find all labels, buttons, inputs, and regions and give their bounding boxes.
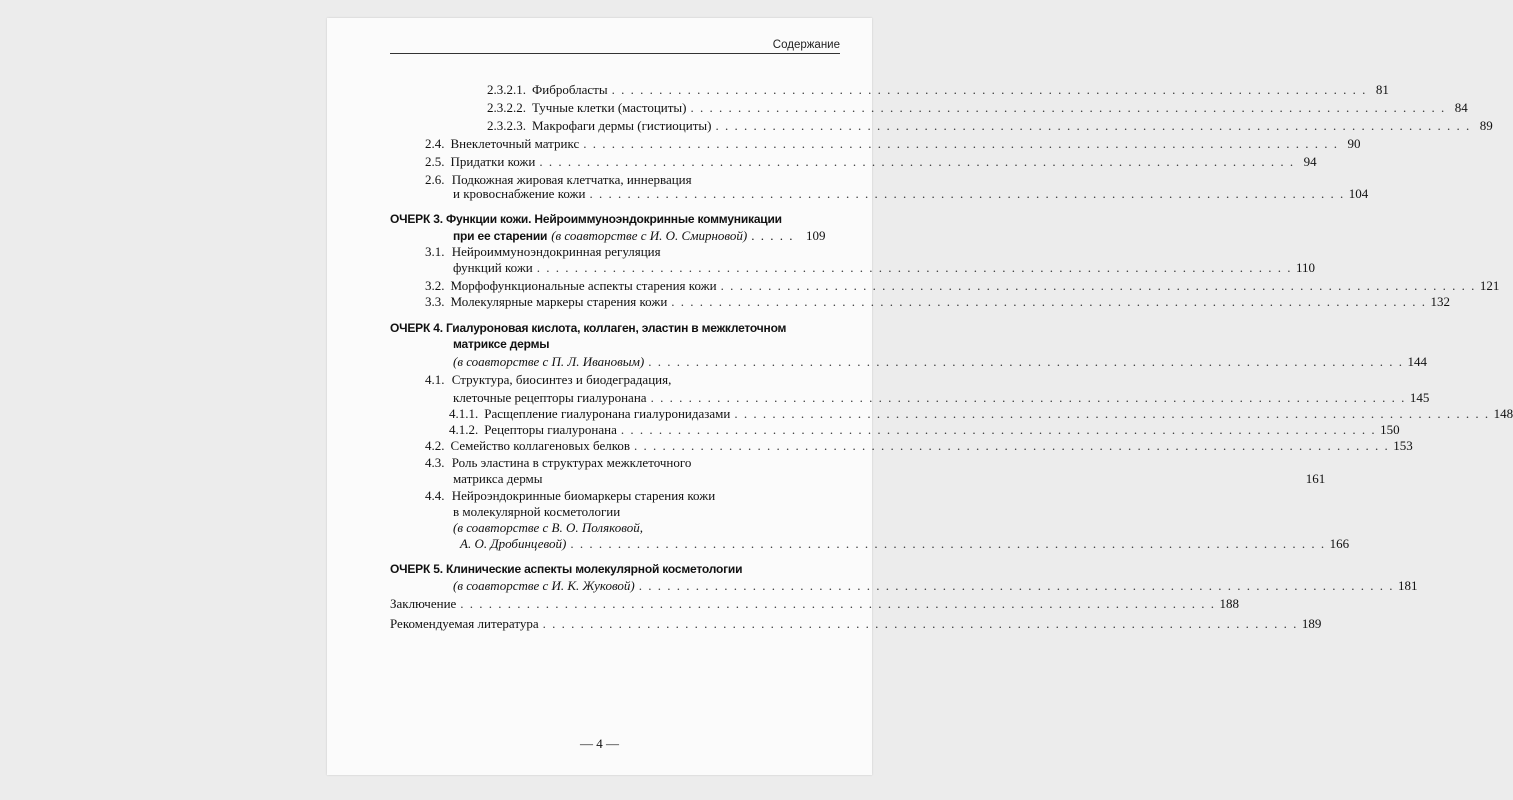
entry-title: Семейство коллагеновых белков [450,438,631,453]
entry-number: 4.1.2. [449,422,479,437]
entry-number: 2.3.2.3. [487,118,526,133]
essay-5-heading[interactable]: ОЧЕРК 5. Клинические аспекты молекулярной косметологии [390,562,743,576]
entry-title: Молекулярные маркеры старения кожи [450,294,668,309]
entry-title: Расщепление гиалуронана гиалуронидазами [484,406,731,421]
leader-dots [721,278,1476,294]
toc-entry-conclusion[interactable] [390,596,1240,612]
entry-number: 2.5. [425,154,445,169]
leader-dots [537,260,1292,276]
entry-number: 3.1. [425,244,445,259]
entry-title: Подкожная жировая клетчатка, иннервация [451,172,692,187]
toc-entry-3-1-line2[interactable] [453,260,1316,276]
entry-title: Заключение [390,596,457,611]
entry-number: 2.4. [425,136,445,151]
entry-page: 90 [1347,136,1361,151]
entry-number: 4.1.1. [449,406,479,421]
leader-dots [621,422,1376,438]
leader-dots [671,294,1426,310]
running-header: Содержание [772,39,840,51]
table-of-contents [327,18,1513,775]
entry-title: Придатки кожи [450,154,536,169]
entry-title: Рецепторы гиалуронана [484,422,617,437]
essay-4-heading-cont[interactable]: матриксе дермы [453,337,550,351]
entry-title-cont: и кровоснабжение кожи [453,186,586,201]
entry-page: 81 [1375,82,1389,97]
entry-title: Морфофункциональные аспекты старения кожи [450,278,717,293]
entry-number: 2.6. [425,172,445,187]
entry-title-cont: функций кожи [453,260,533,275]
leader-dots [651,390,1406,406]
entry-title-cont: матрикса дермы [453,471,543,486]
toc-entry-4-1-1[interactable] [449,406,1513,422]
entry-page: 153 [1393,438,1413,453]
entry-title: Фибробласты [532,82,608,97]
entry-number: 4.1. [425,372,445,387]
entry-page: 166 [1329,536,1350,551]
toc-entry-4-1-line1[interactable] [425,372,671,388]
entry-page: 189 [1301,616,1322,631]
coauthor-note-cont: А. О. Дробинцевой) [460,536,567,551]
entry-page: 188 [1219,596,1240,611]
essay-3-heading-cont[interactable] [453,228,826,244]
leader-dots: . . . . . [751,228,794,243]
entry-page: 148 [1493,406,1513,421]
entry-page: 110 [1296,260,1316,275]
toc-entry-4-2[interactable] [425,438,1413,454]
leader-dots [539,154,1294,170]
entry-title: Внеклеточный матрикс [450,136,580,151]
toc-entry-4-3-line2[interactable] [453,471,1326,487]
leader-dots [639,578,1394,594]
entry-title: Тучные клетки (мастоциты) [532,100,687,115]
leader-dots [543,616,1298,632]
toc-entry-literature[interactable] [390,616,1322,632]
entry-number: 4.2. [425,438,445,453]
toc-entry-3-1-line1[interactable] [425,244,661,260]
entry-page: 150 [1380,422,1400,437]
toc-entry-4-1-2[interactable] [449,422,1400,438]
leader-dots [460,596,1215,612]
entry-title: Нейроиммуноэндокринная регуляция [451,244,661,259]
toc-entry-2-5[interactable] [425,154,1317,170]
toc-entry-2-3-2-3[interactable] [487,118,1493,134]
leader-dots [648,354,1403,370]
leader-dots [634,438,1389,454]
entry-page: 89 [1479,118,1493,133]
leader-dots [589,186,1344,202]
leader-dots [734,406,1489,422]
entry-title: Структура, биосинтез и биодеградация, [451,372,672,387]
toc-entry-2-3-2-2[interactable] [487,100,1468,116]
toc-entry-2-4[interactable] [425,136,1361,152]
entry-number: 3.3. [425,294,445,309]
entry-page: 132 [1430,294,1451,309]
coauthor-note: (в соавторстве с И. К. Жуковой) [453,578,635,593]
entry-number: 3.2. [425,278,445,293]
entry-number: 4.3. [425,455,445,470]
entry-title: Нейроэндокринные биомаркеры старения кожи [451,488,716,503]
entry-title: Роль эластина в структурах межклеточного [451,455,692,470]
entry-page: 144 [1407,354,1427,369]
essay-4-heading[interactable]: ОЧЕРК 4. Гиалуроновая кислота, коллаген, эластин в межклеточном [390,321,787,335]
entry-number: 4.4. [425,488,445,503]
essay-3-heading[interactable]: ОЧЕРК 3. Функции кожи. Нейроиммуноэндокринные коммуникации [390,212,782,226]
entry-title: Макрофаги дермы (гистиоциты) [532,118,712,133]
toc-entry-4-1-line2[interactable] [453,390,1430,406]
leader-dots [715,118,1470,134]
page-number: — 4 — [580,736,619,751]
entry-page: 181 [1398,578,1418,593]
leader-dots [612,82,1367,98]
toc-entry-2-6-line2[interactable] [453,186,1369,202]
entry-page: 94 [1303,154,1317,169]
coauthor-note: (в соавторстве с И. О. Смирновой) [551,228,748,243]
toc-entry-3-2[interactable] [425,278,1500,294]
entry-number: 2.3.2.1. [487,82,526,97]
essay-4-coauthor[interactable] [453,354,1427,370]
entry-page: 121 [1479,278,1500,293]
entry-page: 104 [1348,186,1369,201]
entry-page: 161 [1305,471,1326,486]
toc-entry-3-3[interactable] [425,294,1451,310]
entry-page: 109 [806,228,826,243]
toc-entry-4-4-line1[interactable] [425,488,715,504]
entry-title: Рекомендуемая литература [390,616,539,631]
entry-page: 84 [1454,100,1468,115]
toc-entry-4-3-line1[interactable] [425,455,691,471]
leader-dots [570,536,1325,552]
essay-title-cont: при ее старении [453,229,548,243]
toc-entry-4-4-line2: в молекулярной косметологии [453,504,621,519]
toc-entry-4-4-coauthor1: (в соавторстве с В. О. Поляковой, [453,520,643,535]
toc-entry-2-3-2-1[interactable] [487,82,1389,98]
entry-title-cont: клеточные рецепторы гиалуронана [453,390,647,405]
leader-dots [691,100,1446,116]
essay-5-coauthor[interactable] [453,578,1418,594]
leader-dots [583,136,1338,152]
entry-number: 2.3.2.2. [487,100,526,115]
coauthor-note: (в соавторстве с П. Л. Ивановым) [453,354,645,369]
toc-entry-4-4-coauthor2[interactable] [460,536,1350,552]
entry-page: 145 [1409,390,1430,405]
book-page [327,18,1513,775]
